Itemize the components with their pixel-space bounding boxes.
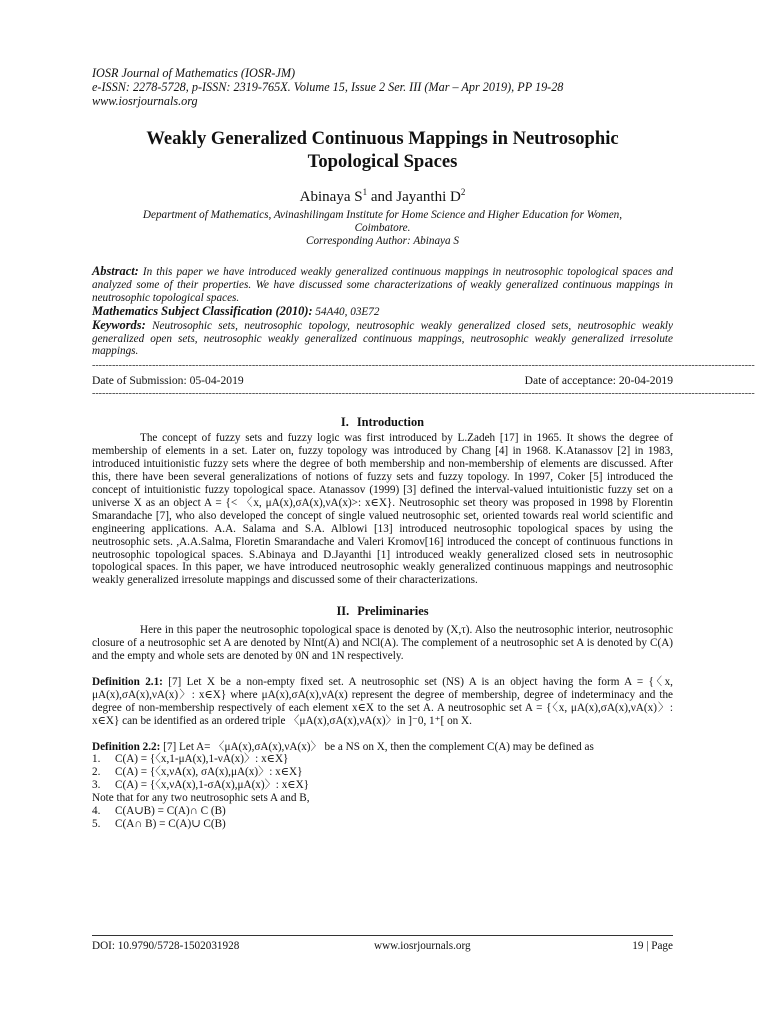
- author-1-sup: 1: [362, 187, 368, 197]
- abstract-body: In this paper we have introduced weakly generalized continuous mappings in neutrosophic topological spaces and analyzed some of their properties. We have discussed some characterizations of weakly generalized continuous mappings in neutrosophic topological spaces.: [92, 266, 673, 304]
- list-number: 1.: [92, 753, 101, 766]
- footer-doi[interactable]: DOI: 10.9790/5728-1502031928: [92, 940, 240, 952]
- introduction-paragraph: The concept of fuzzy sets and fuzzy logic was first introduced by L.Zadeh [17] in 1965. It shows the degree of membership of elements in a set. Later on, fuzzy topology was introduced by Chang [4] in 1968. K.Atanassov [2] in 1983, introduced intuitionistic fuzzy sets where the degree of both membership and non-membership of elements are discussed. After this, there have been several generalizations of notions of fuzzy sets and fuzzy topology. In 1997, Coker [5] introduced the concept of intuitionistic fuzzy topological space. Atanassov (1999) [3] defined the interval-valued intuitionistic fuzzy set on a universe X as an object A = {< 〈x, μA(x),σA(x),νA(x)>: x∈X}. Neutrosophic set theory was proposed in 1998 by Florentin Smarandache [7], who also developed the concept of single valued neutrosophic set, oriented towards real world scientific and engineering applications. A.A. Salama and S.A. Alblowi [13] introduced neutrosophic topological spaces by using the neutrosophic sets. ,A.A.Salma, Floretin Smarandache and Valeri Kromov[16] introduced the concept of continuous functions in neutrosophic topological spaces. S.Abinaya and D.Jayanthi [1] introduced weakly generalized closed sets in neutrosophic topological spaces. In this paper, we have introduced neutrosophic weakly generalized continuous mappings and neutrosophic weakly generalized irresolute mappings and discussed some of their characterizations.: [92, 432, 673, 587]
- list-text: C(A∩ B) = C(A)∪ C(B): [115, 818, 226, 830]
- note-line: Note that for any two neutrosophic sets A and B,: [92, 792, 310, 805]
- definition-2-2-label: Definition 2.2:: [92, 740, 161, 753]
- abstract: [92, 265, 673, 358]
- separator-bottom: -------------------------------------------------------------------------------------------------------------------------------------------------------------------------------------------------------: [92, 388, 755, 400]
- keywords-text: Neutrosophic sets, neutrosophic topology, neutrosophic weakly generalized closed sets, neutrosophic weakly generalized open sets, neutrosophic weakly generalized continuous mappings, neutrosophic weakly generalized irresolute mappings.: [92, 319, 673, 358]
- list-item: [92, 818, 673, 831]
- journal-issn: e-ISSN: 2278-5728, p-ISSN: 2319-765X. Volume 15, Issue 2 Ser. III (Mar – Apr 2019), PP 19-28: [92, 80, 564, 94]
- list-number: 3.: [92, 779, 101, 792]
- definition-2-1-label: Definition 2.1:: [92, 675, 163, 688]
- author-2: and Jayanthi D: [367, 189, 461, 205]
- journal-name: IOSR Journal of Mathematics (IOSR-JM): [92, 66, 296, 80]
- list-item: [92, 753, 673, 766]
- section-2-number: II.: [336, 604, 350, 619]
- definition-2-2: [92, 741, 673, 754]
- affiliation-line-2: Coimbatore.: [354, 222, 411, 234]
- affiliation-line-1: Department of Mathematics, Avinashilingam Institute for Home Science and Higher Education for Women,: [142, 209, 623, 221]
- complement-list: [92, 753, 673, 792]
- section-introduction-heading: [92, 415, 673, 429]
- list-text: C(A) = {〈x,νA(x),1-σA(x),μA(x)〉: x∈X}: [115, 779, 310, 792]
- definition-2-1-text: [7] Let X be a non-empty fixed set. A neutrosophic set (NS) A is an object having the form A = {〈x, μA(x),σA(x),νA(x)〉: x∈X} where μA(x),σA(x),νA(x) represent the degree of membership, degree of indeterminacy and the degree of non-membership respectively of each element x∈X to the set A. A neutrosophic set A = {〈x, μA(x),σA(x),νA(x)〉: x∈X} can be identified as an ordered triple 〈μA(x),σA(x),νA(x)〉in ]⁻0, 1⁺[ on X.: [92, 675, 673, 727]
- preliminaries-paragraph: Here in this paper the neutrosophic topological space is denoted by (X,τ). Also the neutrosophic interior, neutrosophic closure of a neutrosophic set A are denoted by NInt(A) and NCl(A). The complement of a neutrosophic set A is denoted by C(A) and the empty and whole sets are denoted by 0N and 1N respectively.: [92, 624, 673, 663]
- abstract-text: [92, 265, 673, 305]
- definition-2-1: [92, 676, 673, 728]
- footer-site[interactable]: www.iosrjournals.org: [374, 940, 471, 952]
- journal-url[interactable]: www.iosrjournals.org: [92, 94, 198, 108]
- paper-title: [92, 127, 673, 173]
- list-item: [92, 766, 673, 779]
- list-text: C(A) = {〈x,νA(x), σA(x),μA(x)〉: x∈X}: [115, 766, 303, 779]
- title-line-2: Topological Spaces: [307, 151, 458, 172]
- list-number: 4.: [92, 805, 101, 818]
- affiliation: [92, 209, 673, 248]
- msc-label: Mathematics Subject Classification (2010):: [92, 303, 313, 318]
- list-item: [92, 779, 673, 792]
- definition-2-2-text: [7] Let A= 〈μA(x),σA(x),νA(x)〉 be a NS on X, then the complement C(A) may be defined as: [160, 740, 594, 753]
- keywords-label: Keywords:: [92, 317, 146, 332]
- section-preliminaries-heading: [92, 604, 673, 618]
- paper-page: [92, 66, 755, 831]
- author-1: Abinaya S: [299, 189, 363, 205]
- list-text: C(A∪B) = C(A)∩ C (B): [115, 805, 226, 818]
- abstract-label: Abstract:: [92, 264, 139, 278]
- section-1-title: Introduction: [356, 415, 425, 430]
- set-identity-list: [92, 805, 673, 831]
- corresponding-author: Corresponding Author: Abinaya S: [305, 235, 459, 247]
- footer-page-number: 19 | Page: [632, 940, 673, 952]
- footer-divider: [92, 935, 673, 936]
- list-number: 5.: [92, 818, 101, 830]
- separator-top: -------------------------------------------------------------------------------------------------------------------------------------------------------------------------------------------------------: [92, 360, 755, 372]
- submission-date: Date of Submission: 05-04-2019: [92, 374, 244, 388]
- keywords: [92, 319, 673, 359]
- msc-line: [92, 305, 673, 319]
- list-number: 2.: [92, 766, 101, 779]
- page-footer: [92, 940, 673, 952]
- authors: [92, 183, 673, 206]
- title-line-1: Weakly Generalized Continuous Mappings in Neutrosophic: [146, 128, 619, 149]
- msc-value: 54A40, 03E72: [312, 305, 380, 318]
- author-2-sup: 2: [460, 187, 466, 197]
- list-item: [92, 805, 673, 818]
- section-2-title: Preliminaries: [357, 604, 429, 619]
- acceptance-date: Date of acceptance: 20-04-2019: [524, 374, 673, 388]
- dates-row: [92, 374, 673, 388]
- section-1-number: I.: [340, 415, 349, 430]
- list-text: C(A) = {〈x,1-μA(x),1-νA(x)〉: x∈X}: [115, 753, 289, 766]
